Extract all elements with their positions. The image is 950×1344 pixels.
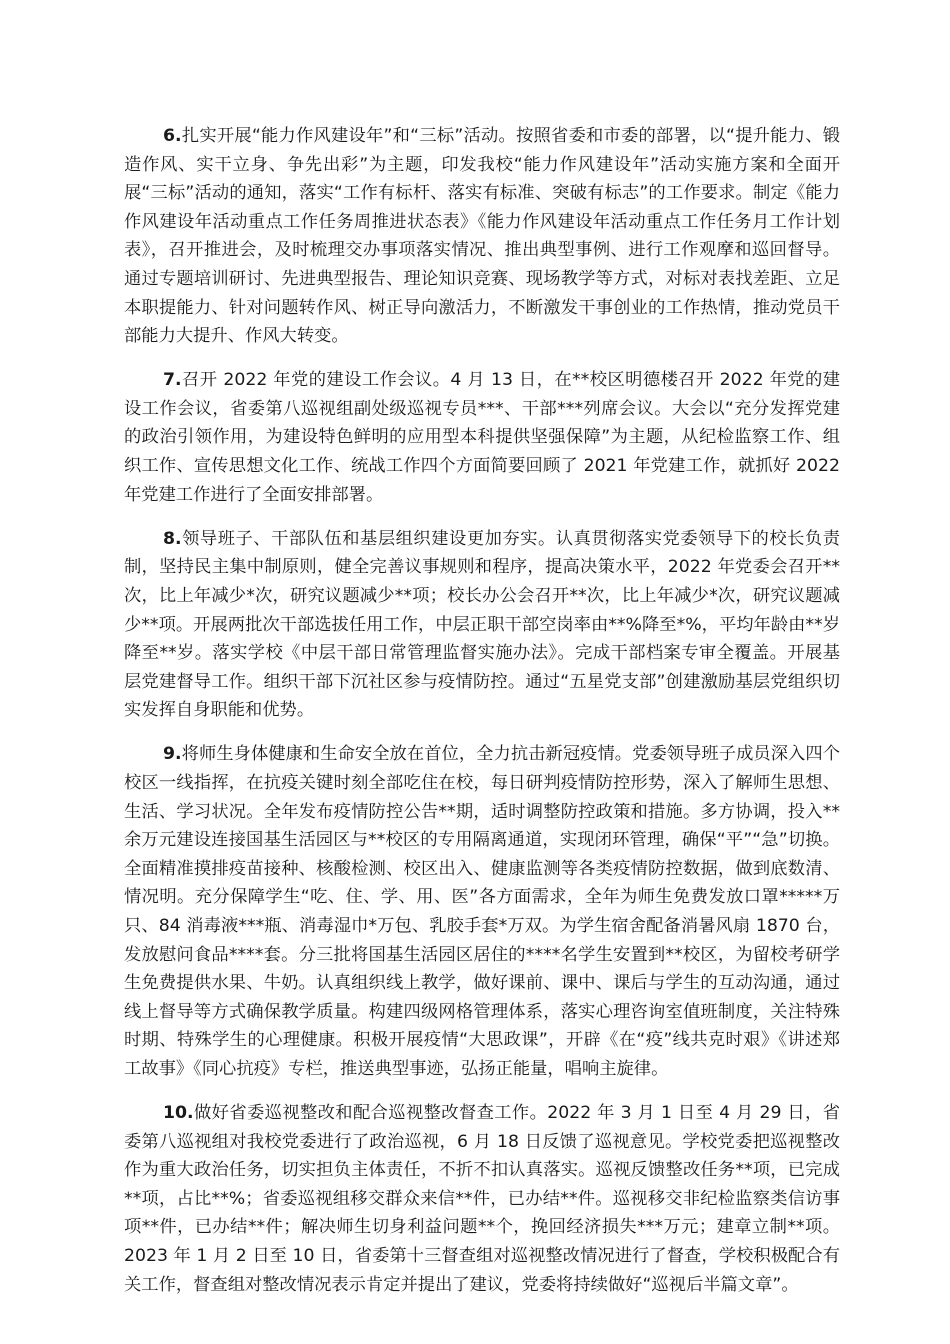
paragraph-text: 召开 2022 年党的建设工作会议。4 月 13 日，在**校区明德楼召开 2022 年党的建设工作会议，省委第八巡视组副处级巡视专员***、干部***列席会议。大会以“充分发挥党建的政治引领作用，为建设特色鲜明的应用型本科提供坚强保障”为主题，从纪检监察工作、组织工作、宣传思想文化工作、统战工作四个方面简要回顾了 2021 年党建工作，就抓好 2022 年党建工作进行了全面安排部署。 — [124, 370, 840, 505]
paragraph-7 — [124, 366, 840, 509]
paragraph-text: 做好省委巡视整改和配合巡视整改督查工作。2022 年 3 月 1 日至 4 月 29 日，省委第八巡视组对我校党委进行了政治巡视，6 月 18 日反馈了巡视意见。学校党委把巡视整改作为重大政治任务，切实担负主体责任，不折不扣认真落实。巡视反馈整改任务**项，已完成**项，占比**%；省委巡视组移交群众来信**件，已办结**件。巡视移交非纪检监察类信访事项**件，已办结**件；解决师生切身利益问题**个，挽回经济损失***万元；建章立制**项。2023 年 1 月 2 日至 10 日，省委第十三督查组对巡视整改情况进行了督查，学校积极配合有关工作，督查组对整改情况表示肯定并提出了建议，党委将持续做好“巡视后半篇文章”。 — [124, 1103, 840, 1295]
paragraph-text: 扎实开展“能力作风建设年”和“三标”活动。按照省委和市委的部署，以“提升能力、锻造作风、实干立身、争先出彩”为主题，印发我校“能力作风建设年”活动实施方案和全面开展“三标”活动的通知，落实“工作有标杆、落实有标准、突破有标志”的工作要求。制定《能力作风建设年活动重点工作任务周推进状态表》《能力作风建设年活动重点工作任务月工作计划表》，召开推进会，及时梳理交办事项落实情况、推出典型事例、进行工作观摩和巡回督导。通过专题培训研讨、先进典型报告、理论知识竞赛、现场教学等方式，对标对表找差距、立足本职提能力、针对问题转作风、树正导向激活力，不断激发干事创业的工作热情，推动党员干部能力大提升、作风大转变。 — [124, 126, 840, 347]
paragraph-number: 7. — [163, 370, 182, 391]
paragraph-text: 将师生身体健康和生命安全放在首位，全力抗击新冠疫情。党委领导班子成员深入四个校区一线指挥，在抗疫关键时刻全部吃住在校，每日研判疫情防控形势，深入了解师生思想、生活、学习状况。全年发布疫情防控公告**期，适时调整防控政策和措施。多方协调，投入**余万元建设连接国基生活园区与**校区的专用隔离通道，实现闭环管理，确保“平”“急”切换。全面精准摸排疫苗接种、核酸检测、校区出入、健康监测等各类疫情防控数据，做到底数清、情况明。充分保障学生“吃、住、学、用、医”各方面需求，全年为师生免费发放口罩*****万只、84 消毒液***瓶、消毒湿巾*万包、乳胶手套*万双。为学生宿舍配备消暑风扇 1870 台，发放慰问食品****套。分三批将国基生活园区居住的****名学生安置到**校区，为留校考研学生免费提供水果、牛奶。认真组织线上教学，做好课前、课中、课后与学生的互动沟通，通过线上督导等方式确保教学质量。构建四级网格管理体系，落实心理咨询室值班制度，关注特殊时期、特殊学生的心理健康。积极开展疫情“大思政课”，开辟《在“疫”线共克时艰》《讲述郑工故事》《同心抗疫》专栏，推送典型事迹，弘扬正能量，唱响主旋律。 — [124, 744, 840, 1079]
paragraph-6 — [124, 122, 840, 351]
paragraph-9 — [124, 740, 840, 1083]
paragraph-number: 8. — [163, 528, 182, 549]
paragraph-8 — [124, 525, 840, 725]
paragraph-number: 10. — [163, 1103, 194, 1123]
paragraph-10 — [124, 1099, 840, 1299]
paragraph-text: 领导班子、干部队伍和基层组织建设更加夯实。认真贯彻落实党委领导下的校长负责制，坚持民主集中制原则，健全完善议事规则和程序，提高决策水平，2022 年党委会召开**次，比上年减少*次，研究议题减少**项；校长办公会召开**次，比上年减少*次，研究议题减少**项。开展两批次干部选拔任用工作，中层正职干部空岗率由**%降至*%，平均年龄由**岁降至**岁。落实学校《中层干部日常管理监督实施办法》。完成干部档案专审全覆盖。开展基层党建督导工作。组织干部下沉社区参与疫情防控。通过“五星党支部”创建激励基层党组织切实发挥自身职能和优势。 — [124, 528, 840, 721]
document-body — [124, 122, 840, 1315]
paragraph-number: 9. — [163, 744, 182, 765]
paragraph-number: 6. — [163, 126, 182, 146]
